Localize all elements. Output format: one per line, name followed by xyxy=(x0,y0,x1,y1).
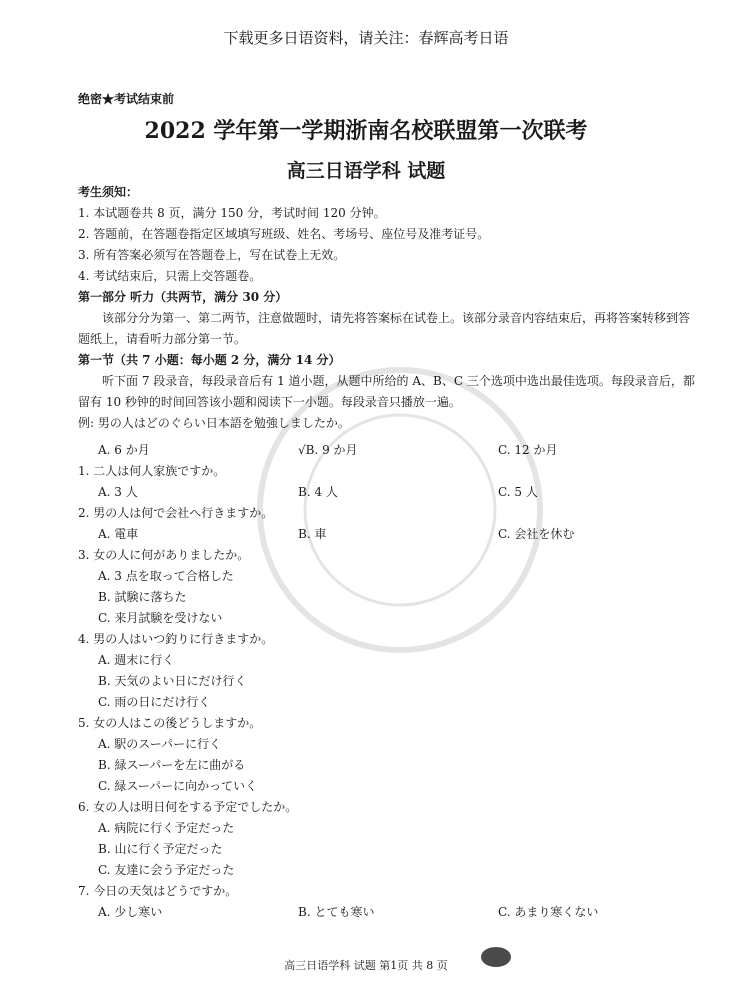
option-a: A. 駅のスーパーに行く xyxy=(98,737,222,751)
notice-heading: 考生须知： xyxy=(78,185,139,199)
section1-description: 听下面 7 段录音，每段录音后有 1 道小题，从题中所给的 A、B、C 三个选项中选出最佳选项。每段录音后，都留有 10 秒钟的时间回答该小题和阅读下一小题。每段录音只播放一遍。 xyxy=(78,374,695,409)
option-b: B. 車 xyxy=(298,527,327,541)
top-banner: 下载更多日语资料，请关注：春辉高考日语 xyxy=(223,29,509,47)
option-b: B. 緑スーパーを左に曲がる xyxy=(98,758,246,772)
option-a: A. 6 か月 xyxy=(98,443,150,457)
option-b: B. とても寒い xyxy=(298,905,375,919)
notice-item: 4. 考试结束后，只需上交答题卷。 xyxy=(78,269,262,283)
option-b: B. 山に行く予定だった xyxy=(98,842,223,856)
option-c: C. 会社を休む xyxy=(498,527,575,541)
option-c: C. 5 人 xyxy=(498,485,538,499)
exam-title: 2022 学年第一学期浙南名校联盟第一次联考 xyxy=(144,118,588,144)
section1-heading: 第一节（共 7 小题：每小题 2 分，满分 14 分） xyxy=(78,353,341,367)
option-b: B. 試験に落ちた xyxy=(98,590,187,604)
example-question: 例: 男の人はどのぐらい日本語を勉強しましたか。 xyxy=(78,416,350,430)
option-c: C. 雨の日にだけ行く xyxy=(98,695,211,709)
notice-item: 2. 答题前，在答题卷指定区域填写班级、姓名、考场号、座位号及准考证号。 xyxy=(78,227,490,241)
question-7: 7. 今日の天気はどうですか。 xyxy=(78,884,238,898)
option-c: C. あまり寒くない xyxy=(498,905,599,919)
question-3: 3. 女の人に何がありましたか。 xyxy=(78,548,250,562)
question-2-options xyxy=(78,524,698,545)
option-c: C. 12 か月 xyxy=(498,443,558,457)
notice-item: 1. 本试题卷共 8 页，满分 150 分，考试时间 120 分钟。 xyxy=(78,206,386,220)
question-1-options xyxy=(78,482,698,503)
option-a: A. 3 人 xyxy=(98,485,138,499)
option-c: C. 緑スーパーに向かっていく xyxy=(98,779,258,793)
notice-item: 3. 所有答案必须写在答题卷上，写在试卷上无效。 xyxy=(78,248,346,262)
question-1: 1. 二人は何人家族ですか。 xyxy=(78,464,226,478)
question-5: 5. 女の人はこの後どうしますか。 xyxy=(78,716,262,730)
question-2: 2. 男の人は何で会社へ行きますか。 xyxy=(78,506,274,520)
option-b: √B. 9 か月 xyxy=(298,443,358,457)
question-6: 6. 女の人は明日何をする予定でしたか。 xyxy=(78,800,298,814)
exam-subtitle: 高三日语学科 试题 xyxy=(286,160,446,182)
option-a: A. 病院に行く予定だった xyxy=(98,821,235,835)
secret-label: 绝密★考试结束前 xyxy=(78,92,175,106)
option-b: B. 4 人 xyxy=(298,485,338,499)
question-4: 4. 男の人はいつ釣りに行きますか。 xyxy=(78,632,274,646)
publisher-logo xyxy=(481,947,511,967)
option-a: A. 週末に行く xyxy=(98,653,175,667)
exam-content xyxy=(78,182,698,923)
part1-heading: 第一部分 听力（共两节，满分 30 分） xyxy=(78,290,288,304)
option-a: A. 電車 xyxy=(98,527,139,541)
option-a: A. 少し寒い xyxy=(98,905,163,919)
option-c: C. 友達に会う予定だった xyxy=(98,863,235,877)
option-c: C. 来月試験を受けない xyxy=(98,611,223,625)
option-b: B. 天気のよい日にだけ行く xyxy=(98,674,247,688)
question-7-options xyxy=(78,902,698,923)
option-a: A. 3 点を取って合格した xyxy=(98,569,234,583)
part1-description: 该部分分为第一、第二两节，注意做题时，请先将答案标在试卷上。该部分录音内容结束后，再将答案转移到答题纸上，请看听力部分第一节。 xyxy=(78,311,691,346)
example-options xyxy=(78,440,698,461)
page-footer: 高三日语学科 试题 第1页 共 8 页 xyxy=(284,959,448,972)
